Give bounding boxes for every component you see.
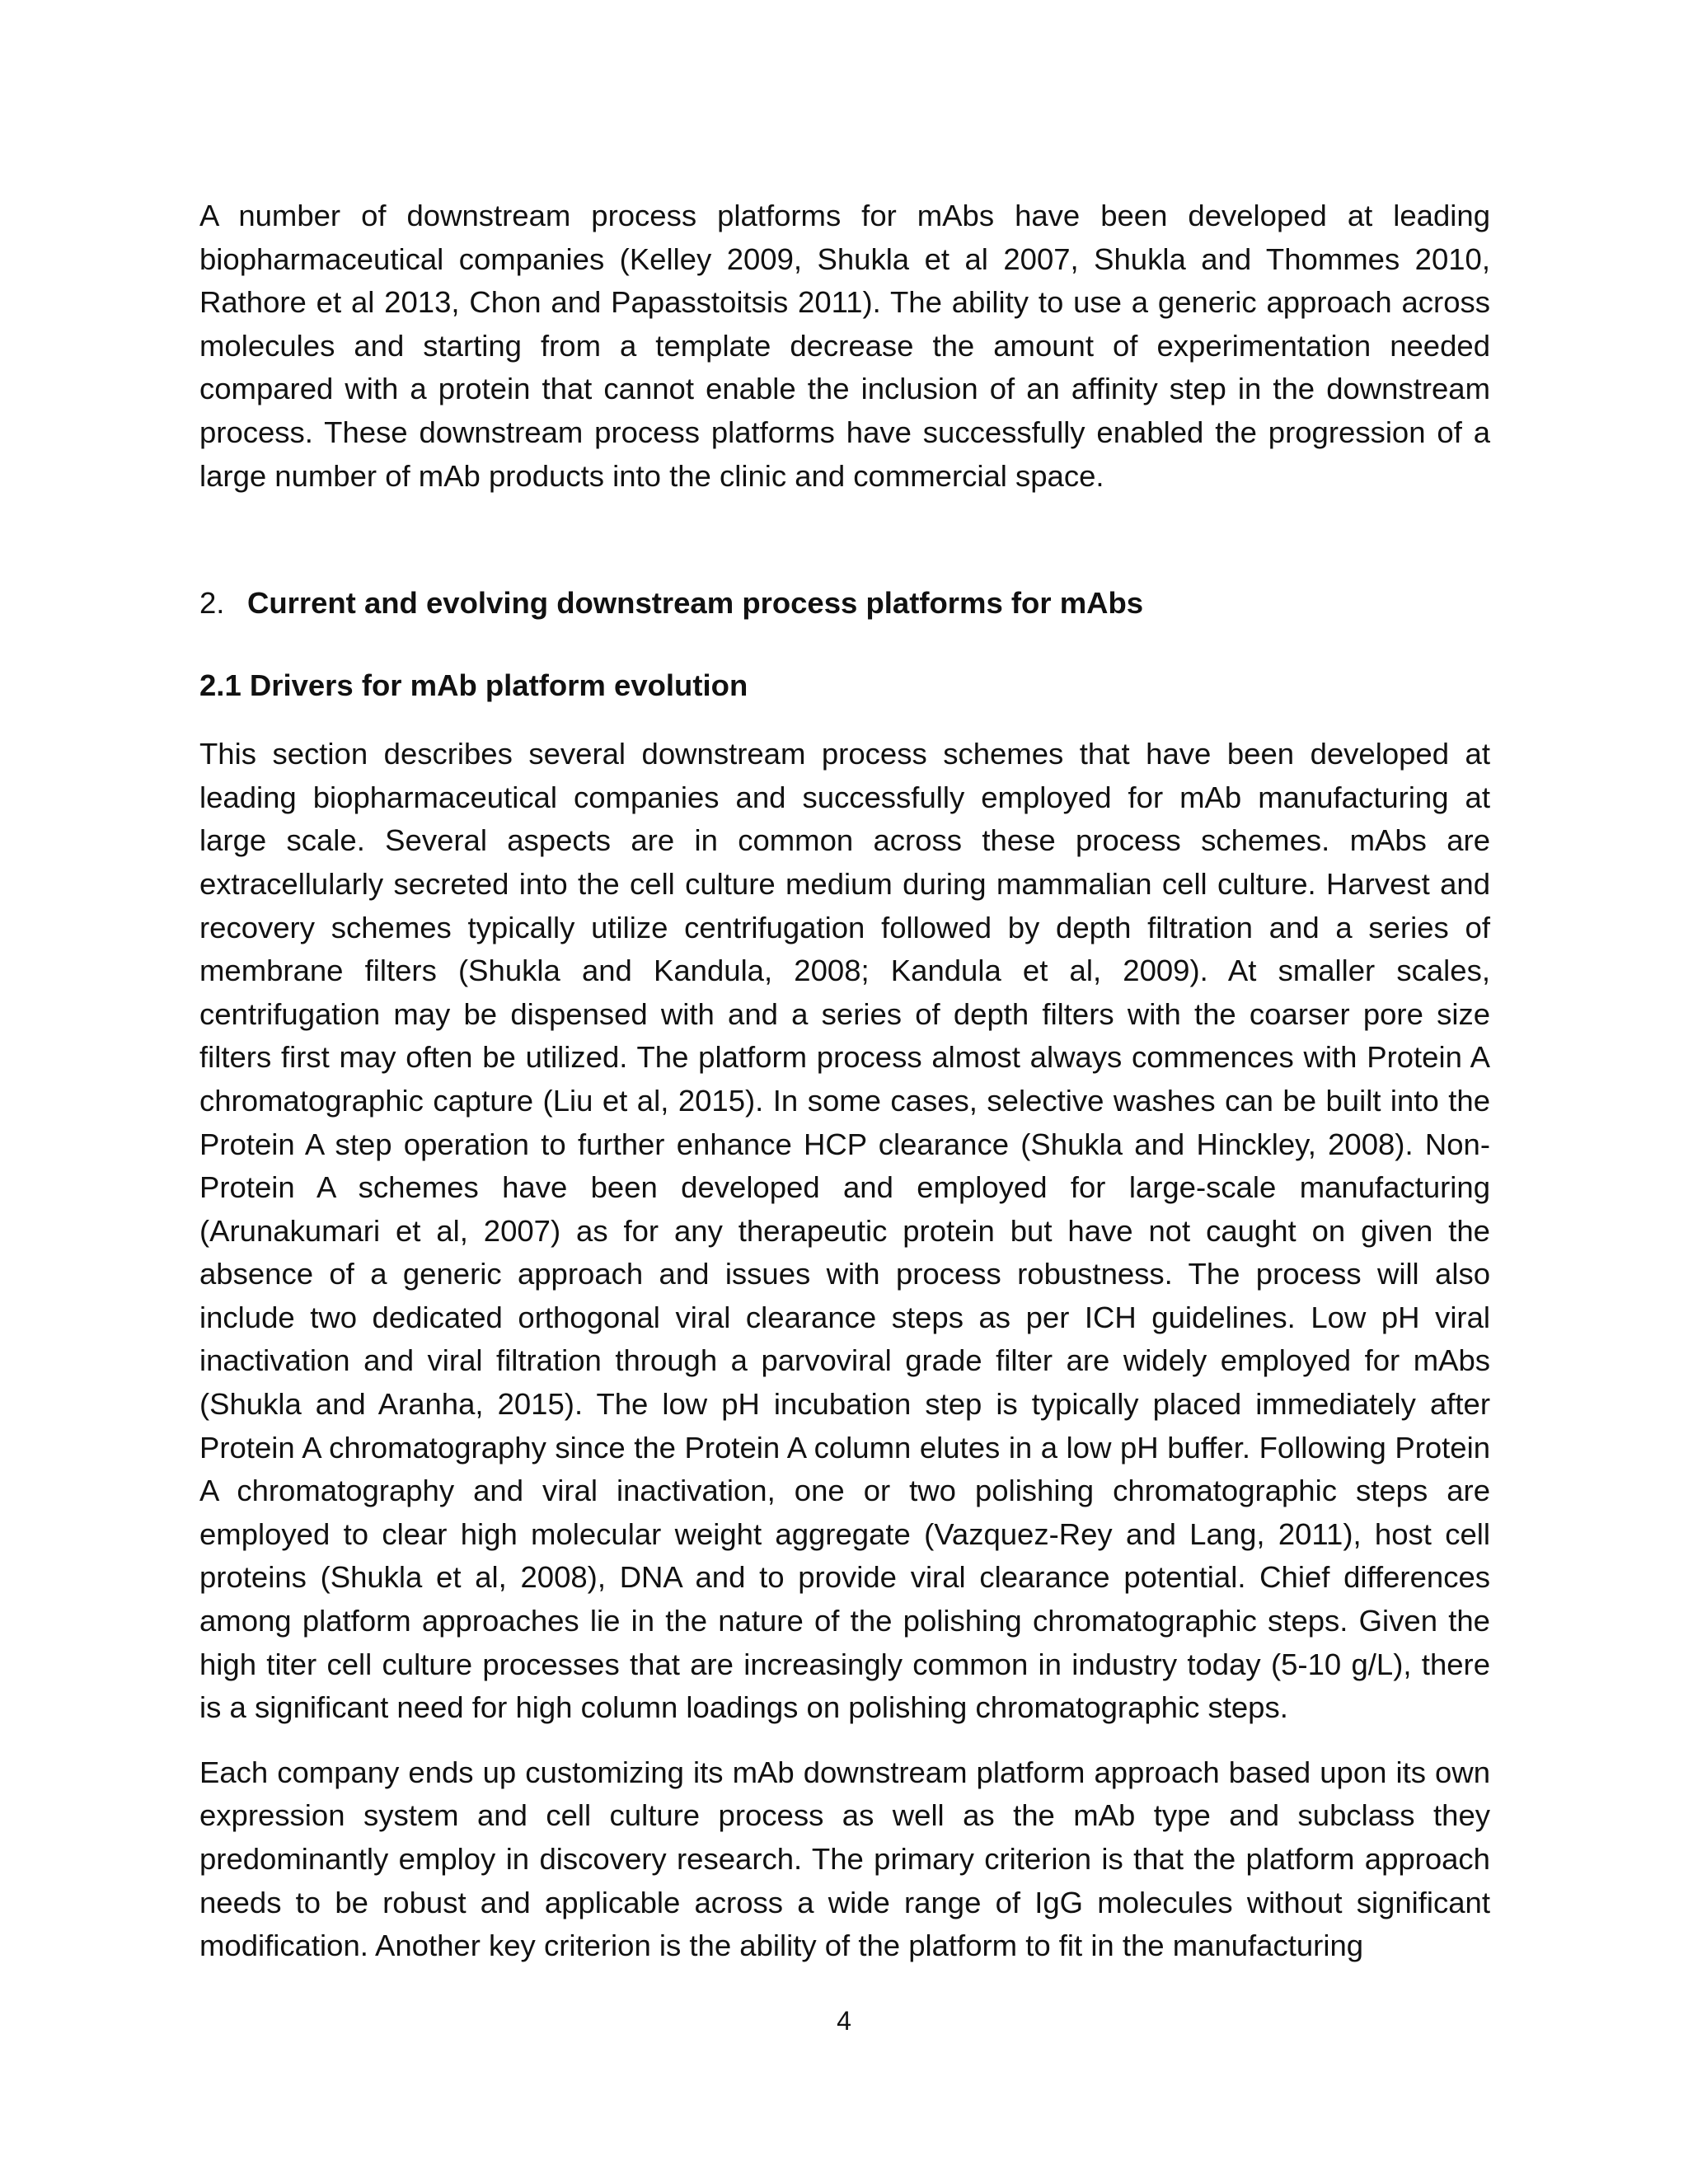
- drivers-paragraph: This section describes several downstream process schemes that have been developed at leading biopharmaceutical companies and successfully employed for mAb manufacturing at large scale. Several aspects are in common across these process schemes. mAbs are extracellularly secreted into the cell culture medium during mammalian cell culture. Harvest and recovery schemes typically utilize centrifugation followed by depth filtration and a series of membrane filters (Shukla and Kandula, 2008; Kandula et al, 2009). At smaller scales, centrifugation may be dispensed with and a series of depth filters with the coarser pore size filters first may often be utilized. The platform process almost always commences with Protein A chromatographic capture (Liu et al, 2015). In some cases, selective washes can be built into the Protein A step operation to further enhance HCP clearance (Shukla and Hinckley, 2008). Non-Protein A schemes have been developed and employed for large-scale manufacturing (Arunakumari et al, 2007) as for any therapeutic protein but have not caught on given the absence of a generic approach and issues with process robustness. The process will also include two dedicated orthogonal viral clearance steps as per ICH guidelines. Low pH viral inactivation and viral filtration through a parvoviral grade filter are widely employed for mAbs (Shukla and Aranha, 2015). The low pH incubation step is typically placed immediately after Protein A chromatography since the Protein A column elutes in a low pH buffer. Following Protein A chromatography and viral inactivation, one or two polishing chromatographic steps are employed to clear high molecular weight aggregate (Vazquez-Rey and Lang, 2011), host cell proteins (Shukla et al, 2008), DNA and to provide viral clearance potential. Chief differences among platform approaches lie in the nature of the polishing chromatographic steps. Given the high titer cell culture processes that are increasingly common in industry today (5-10 g/L), there is a significant need for high column loadings on polishing chromatographic steps.: [199, 737, 1490, 1725]
- customizing-paragraph: Each company ends up customizing its mAb downstream platform approach based upon its own expression system and cell culture process as well as the mAb type and subclass they predominantly employ in discovery research. The primary criterion is that the platform approach needs to be robust and applicable across a wide range of IgG molecules without significant modification. Another key criterion is the ability of the platform to fit in the manufacturing: [199, 1755, 1490, 1963]
- section-number: 2.: [199, 586, 225, 621]
- intro-paragraph: A number of downstream process platforms for mAbs have been developed at leading biopharmaceutical companies (Kelley 2009, Shukla et al 2007, Shukla and Thommes 2010, Rathore et al 2013, Chon and Papasstoitsis 2011). The ability to use a generic approach across molecules and starting from a template decrease the amount of experimentation needed compared with a protein that cannot enable the inclusion of an affinity step in the downstream process. These downstream process platforms have successfully enabled the progression of a large number of mAb products into the clinic and commercial space.: [199, 199, 1490, 493]
- page-number: 4: [837, 2006, 851, 2036]
- page-body: [199, 194, 1490, 1968]
- section-title: Current and evolving downstream process platforms for mAbs: [247, 586, 1144, 621]
- subsection-heading: 2.1 Drivers for mAb platform evolution: [199, 668, 748, 703]
- section-heading: [199, 582, 1490, 625]
